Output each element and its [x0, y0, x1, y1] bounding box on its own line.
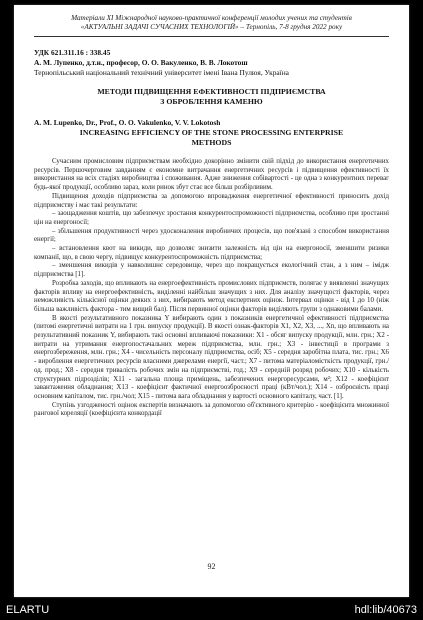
paragraph: Підвищення доходів підприємства за допомогою впровадження енергетичної ефективності приносить дохід підприємству і має такі результати: [34, 192, 389, 209]
title-ua [34, 87, 389, 107]
list-item: – заощадження коштів, що забезпечує зростання конкурентоспроможності підприємства, особливо при зростанні цін на енергоносії; [34, 210, 389, 226]
udk-code: УДК 621.311.16 : 338.45 [34, 48, 111, 57]
authors-ua: А. М. Лупенко, д.т.н., професор, О. О. Вакуленко, В. В. Локотош [34, 58, 248, 67]
handle-id: hdl:lib/40673 [354, 604, 417, 616]
title-en-line-2: METHODS [191, 138, 232, 147]
title-en [34, 128, 389, 148]
list-item: – встановлення квот на викиди, що дозволяє знизити залежність від цін на енергоносії, зменшити ризики компанії, що, в свою чергу, підвищує конкурентоспроможність підприємства; [34, 245, 389, 261]
paragraph: В якості результативного показника Y вибирають один з показників енергетичної ефективності підприємства (питомі енергетичні витрати на 1 грн. випуску продукції). В якості ознак-факторів X1, X2, X3, ..., Xn, що впливають на результативний показник Y, вибирають такі основні впливаючі показники: X1 - обсяг випуску продукції, млн. грн.; X2 - витрати на утримання енергопостачальних мереж підприємства, млн. грн.; X3 - інвестиції в програми з енергозбереження, млн. грн.; X4 - чисельність персоналу підприємства, осіб; X5 - середня заробітна плата, тис. грн.; X6 - вироблення енергетичних ресурсів власними джерелами енергії, част.; X7 - питома матеріаломісткість продукції, грн./од. прод.; X8 - середня тривалість робочих змін на підприємстві, год.; X9 - середній розряд робочих; X10 - кількість структурних підрозділів; X11 - загальна площа приміщень, забезпечених енергоресурсами, м²; X12 - коефіцієнт завантаження обладнання; X13 - коефіцієнт фактичної енергоозброєності праці (кВт/чол.); X14 - озброєність праці основним капіталом, тис. грн./чол; X15 - питома вага обладнання у вартості основного капіталу, част. [1]. [34, 314, 389, 400]
article-body [34, 158, 389, 419]
header-divider [34, 36, 389, 37]
title-ua-line-2: З ОБРОБЛЕННЯ КАМЕНЮ [160, 97, 263, 106]
paragraph: Розробка заходів, що впливають на енергоефективність промислових підприємств, полягає у виявленні значущих факторів впливу на енергоефективність, виділенні найбільш значущих з них. Для аналізу значущості факторів, через неможливість кількісної оцінки деяких з них, вибирають метод експертних оцінок. Інтервал оцінки - від 1 до 10 (ніж більша важливість фактора - тим вищий бал). Після первинної оцінки факторів виділяють групи з однаковими балами. [34, 279, 389, 313]
conference-header [34, 14, 389, 32]
page-number: 92 [207, 562, 216, 571]
repository-footer [0, 601, 423, 620]
affiliation-ua: Тернопільський національний технічний університет імені Івана Пулюя, Україна [34, 68, 289, 77]
paragraph: Сучасним промисловим підприємствам необхідно докорінно змінити свій підхід до використання енергетичних ресурсів. Першочерговим завданням є економне витрачання енергетичних ресурсів і підвищення ефективності їх використання на всіх стадіях виробництва і споживання. Адже зниження собівартості - це одна з конкурентних переваг будь-якої продукції, особливо зараз, коли ринок збут стає все більш розбірливим. [34, 158, 389, 192]
paragraph: Ступінь узгодженості оцінок експертів визначають за допомогою об'єктивного критерію - коефіцієнта множинної рангової кореляції (коефіцієнта конкордації [34, 401, 389, 418]
repository-name: ELARTU [6, 604, 50, 616]
authors-en: A. M. Lupenko, Dr., Prof., O. O. Vakulenko, V. V. Lokotosh [34, 118, 221, 127]
document-page [14, 5, 409, 597]
title-en-line-1: INCREASING EFFICIENCY OF THE STONE PROCESSING ENTERPRISE [79, 128, 344, 137]
header-line-2: «АКТУАЛЬНІ ЗАДАЧІ СУЧАСНИХ ТЕХНОЛОГІЙ» – Тернопіль, 7-8 грудня 2022 року [80, 23, 343, 31]
header-line-1: Матеріали XI Міжнародної науково-практичної конференції молодих учених та студентів [71, 14, 352, 22]
list-item: – збільшення продуктивності через удосконалення виробничих процесів, що пов'язані з способом використання енергії; [34, 227, 389, 244]
list-item: – зменшення викидів у навколишнє середовище, через що покращується екологічний стан, а з ним – імідж підприємства [1]. [34, 262, 389, 279]
title-ua-line-1: МЕТОДИ ПІДВИЩЕННЯ ЕФЕКТИВНОСТІ ПІДПРИЄМСТВА [97, 87, 326, 96]
